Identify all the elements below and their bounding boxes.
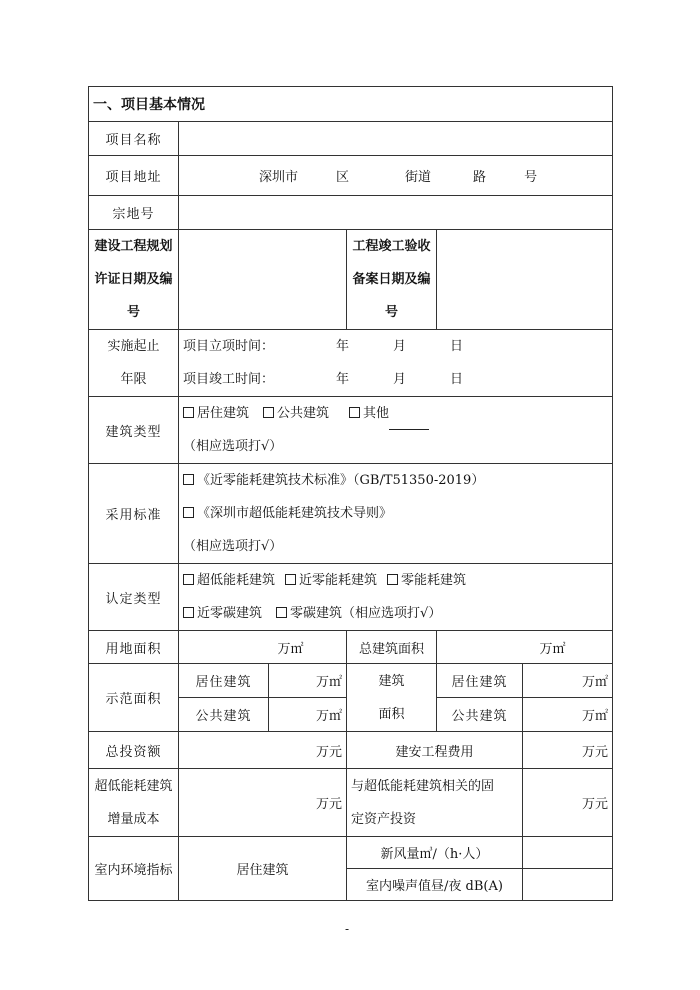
incremental-cost-label: 超低能耗建筑 增量成本 (89, 769, 179, 837)
completion-record-label: 工程竣工验收 备案日期及编 号 (347, 230, 437, 330)
project-address-label: 项目地址 (89, 156, 179, 196)
project-info-table (88, 86, 613, 901)
building-public-label: 公共建筑 (437, 698, 523, 732)
other-blank-line[interactable] (389, 417, 429, 430)
indoor-env-building: 居住建筑 (179, 837, 347, 901)
completion-record-field[interactable] (437, 230, 613, 330)
fresh-air-field[interactable] (523, 837, 613, 869)
standard-options: 《近零能耗建筑技术标准》（GB/T51350-2019） 《深圳市超低能耗建筑技术导则》 （相应选项打√） (179, 464, 613, 564)
section-title: 一、项目基本情况 (89, 87, 613, 122)
project-name-label: 项目名称 (89, 122, 179, 156)
total-floor-area-label: 总建筑面积 (347, 631, 437, 664)
cert-near-zero[interactable]: 近零能耗建筑 (285, 573, 377, 588)
address-district: 区 (336, 170, 350, 185)
checkbox-icon (349, 407, 360, 418)
parcel-no-field[interactable] (179, 196, 613, 230)
building-type-label: 建筑类型 (89, 397, 179, 464)
page-footer-mark: - (345, 922, 350, 936)
standard-option-gb[interactable]: 《近零能耗建筑技术标准》（GB/T51350-2019） (183, 464, 608, 497)
construction-cost-label: 建安工程费用 (347, 732, 523, 769)
land-area-label: 用地面积 (89, 631, 179, 664)
project-address-field[interactable] (179, 156, 613, 196)
fixed-assets-field[interactable]: 万元 (523, 769, 613, 837)
address-street: 街道 (405, 170, 432, 185)
building-residential-field[interactable]: 万㎡ (523, 664, 613, 698)
total-floor-area-field[interactable]: 万㎡ (437, 631, 613, 664)
checkbox-icon (263, 407, 274, 418)
construction-cost-field[interactable]: 万元 (523, 732, 613, 769)
indoor-env-label: 室内环境指标 (89, 837, 179, 901)
cert-zero-energy[interactable]: 零能耗建筑 (387, 573, 466, 588)
checkbox-icon (387, 574, 398, 585)
standard-label: 采用标准 (89, 464, 179, 564)
noise-field[interactable] (523, 869, 613, 901)
parcel-no-label: 宗地号 (89, 196, 179, 230)
planning-permit-label: 建设工程规划 许证日期及编 号 (89, 230, 179, 330)
cert-near-zero-carbon[interactable]: 近零碳建筑 (183, 606, 262, 621)
building-area-label: 建筑 面积 (347, 664, 437, 732)
building-type-options: 居住建筑 公共建筑 其他 （相应选项打√） (179, 397, 613, 464)
building-residential-label: 居住建筑 (437, 664, 523, 698)
checkbox-icon (183, 607, 194, 618)
total-investment-field[interactable]: 万元 (179, 732, 347, 769)
cert-type-options: 超低能耗建筑 近零能耗建筑 零能耗建筑 近零碳建筑 零碳建筑（相应选项打√） (179, 564, 613, 631)
incremental-cost-field[interactable]: 万元 (179, 769, 347, 837)
fresh-air-label: 新风量㎥/（h·人） (347, 837, 523, 869)
planning-permit-field[interactable] (179, 230, 347, 330)
address-road: 路 (473, 170, 487, 185)
noise-label: 室内噪声值昼/夜 dB(A) (347, 869, 523, 901)
building-type-public[interactable]: 公共建筑 (263, 406, 329, 421)
checkbox-icon (183, 574, 194, 585)
demo-public-field[interactable]: 万㎡ (269, 698, 347, 732)
cert-zero-carbon[interactable]: 零碳建筑 (276, 606, 342, 621)
demo-public-label: 公共建筑 (179, 698, 269, 732)
demo-area-label: 示范面积 (89, 664, 179, 732)
cert-ultra-low[interactable]: 超低能耗建筑 (183, 573, 275, 588)
land-area-field[interactable]: 万㎡ (179, 631, 347, 664)
checkbox-icon (183, 507, 194, 518)
building-type-residential[interactable]: 居住建筑 (183, 406, 249, 421)
fixed-assets-label: 与超低能耗建筑相关的固 定资产投资 (347, 769, 523, 837)
building-public-field[interactable]: 万㎡ (523, 698, 613, 732)
demo-residential-field[interactable]: 万㎡ (269, 664, 347, 698)
demo-residential-label: 居住建筑 (179, 664, 269, 698)
project-name-field[interactable] (179, 122, 613, 156)
checkbox-icon (285, 574, 296, 585)
address-number: 号 (524, 170, 538, 185)
period-label: 实施起止 年限 (89, 330, 179, 397)
checkbox-icon (183, 474, 194, 485)
total-investment-label: 总投资额 (89, 732, 179, 769)
period-start: 项目立项时间： 年 月 日 (183, 339, 464, 354)
checkbox-icon (276, 607, 287, 618)
address-city: 深圳市 (259, 170, 299, 185)
period-field[interactable] (179, 330, 613, 397)
standard-option-shenzhen[interactable]: 《深圳市超低能耗建筑技术导则》 (183, 497, 608, 530)
period-end: 项目竣工时间： 年 月 日 (183, 372, 464, 387)
checkbox-icon (183, 407, 194, 418)
building-type-other[interactable]: 其他 (349, 406, 429, 421)
cert-type-label: 认定类型 (89, 564, 179, 631)
